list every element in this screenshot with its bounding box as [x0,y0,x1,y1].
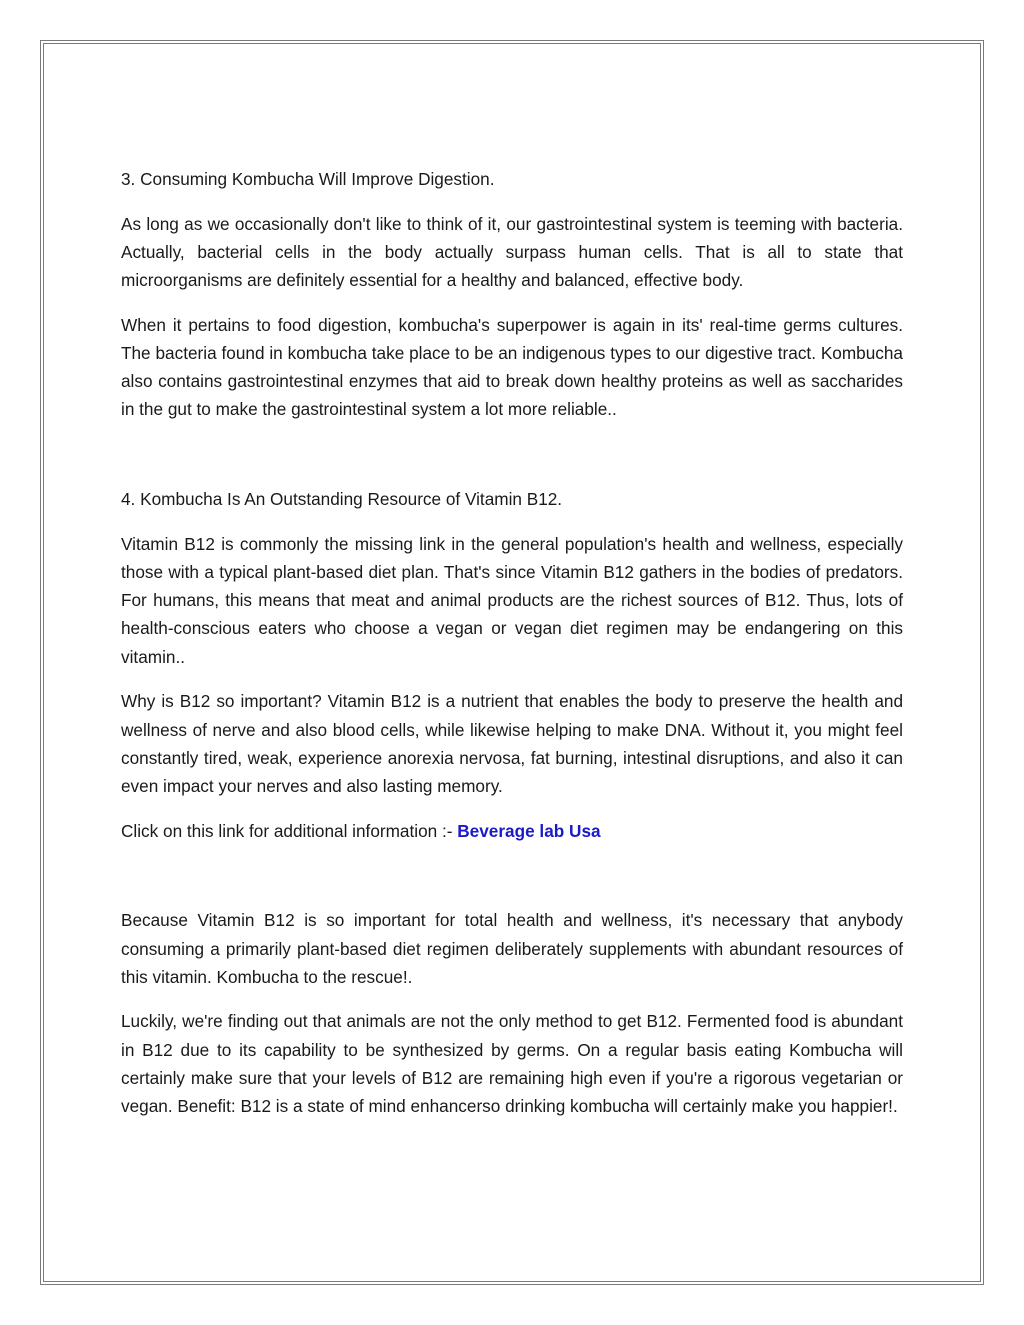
document-body [121,165,903,1137]
link-line [121,817,903,845]
section-heading-vitamin-b12: 4. Kombucha Is An Outstanding Resource of Vitamin B12. [121,489,563,510]
paragraph-b12-missing-link: Vitamin B12 is commonly the missing link in the general population's health and wellness, especially those with a typical plant-based diet plan. That's since Vitamin B12 gathers in the bodies of predators. For humans, this means that meat and animal products are the richest sources of B12. Thus, lots of health-conscious eaters who choose a vegan or vegan diet regimen may be endangering on this vitamin.. [121,533,903,667]
paragraph-gut-bacteria: As long as we occasionally don't like to think of it, our gastrointestinal system is teeming with bacteria. Actually, bacterial cells in the body actually surpass human cells. That is all to state that microorganisms are definitely essential for a healthy and balanced, effective body. [121,213,903,291]
section-spacer [121,440,903,485]
paragraph-fermented-food: Luckily, we're finding out that animals are not the only method to get B12. Fermented food is abundant in B12 due to its capability to be synthesized by germs. On a regular basis eating Kombucha will certainly make sure that your levels of B12 are remaining high even if you're a rigorous vegetarian or vegan. Benefit: B12 is a state of mind enhancerso drinking kombucha will certainly make you happier!. [121,1011,903,1117]
paragraph-digestion-enzymes: When it pertains to food digestion, kombucha's superpower is again in its' real-time germs cultures. The bacteria found in kombucha take place to be an indigenous types to our digestive tract. Kombucha also contains gastrointestinal enzymes that aid to break down healthy proteins as well as saccharides in the gut to make the gastrointestinal system a lot more reliable.. [121,314,903,420]
link-line-prefix: Click on this link for additional information :- [121,820,458,841]
paragraph-b12-supplements: Because Vitamin B12 is so important for total health and wellness, it's necessary that anybody consuming a primarily plant-based diet regimen deliberately supplements with abundant resources of this vitamin. Kombucha to the rescue!. [121,910,903,987]
section-heading-digestion: 3. Consuming Kombucha Will Improve Digestion. [121,169,495,189]
section-spacer [121,861,903,906]
beverage-lab-link[interactable]: Beverage lab Usa [457,820,601,841]
paragraph-b12-importance: Why is B12 so important? Vitamin B12 is a nutrient that enables the body to preserve the health and wellness of nerve and also blood cells, while likewise helping to make DNA. Without it, you might feel constantly tired, weak, experience anorexia nervosa, fat burning, intestinal disruptions, and also it can even impact your nerves and also lasting memory. [121,691,903,796]
